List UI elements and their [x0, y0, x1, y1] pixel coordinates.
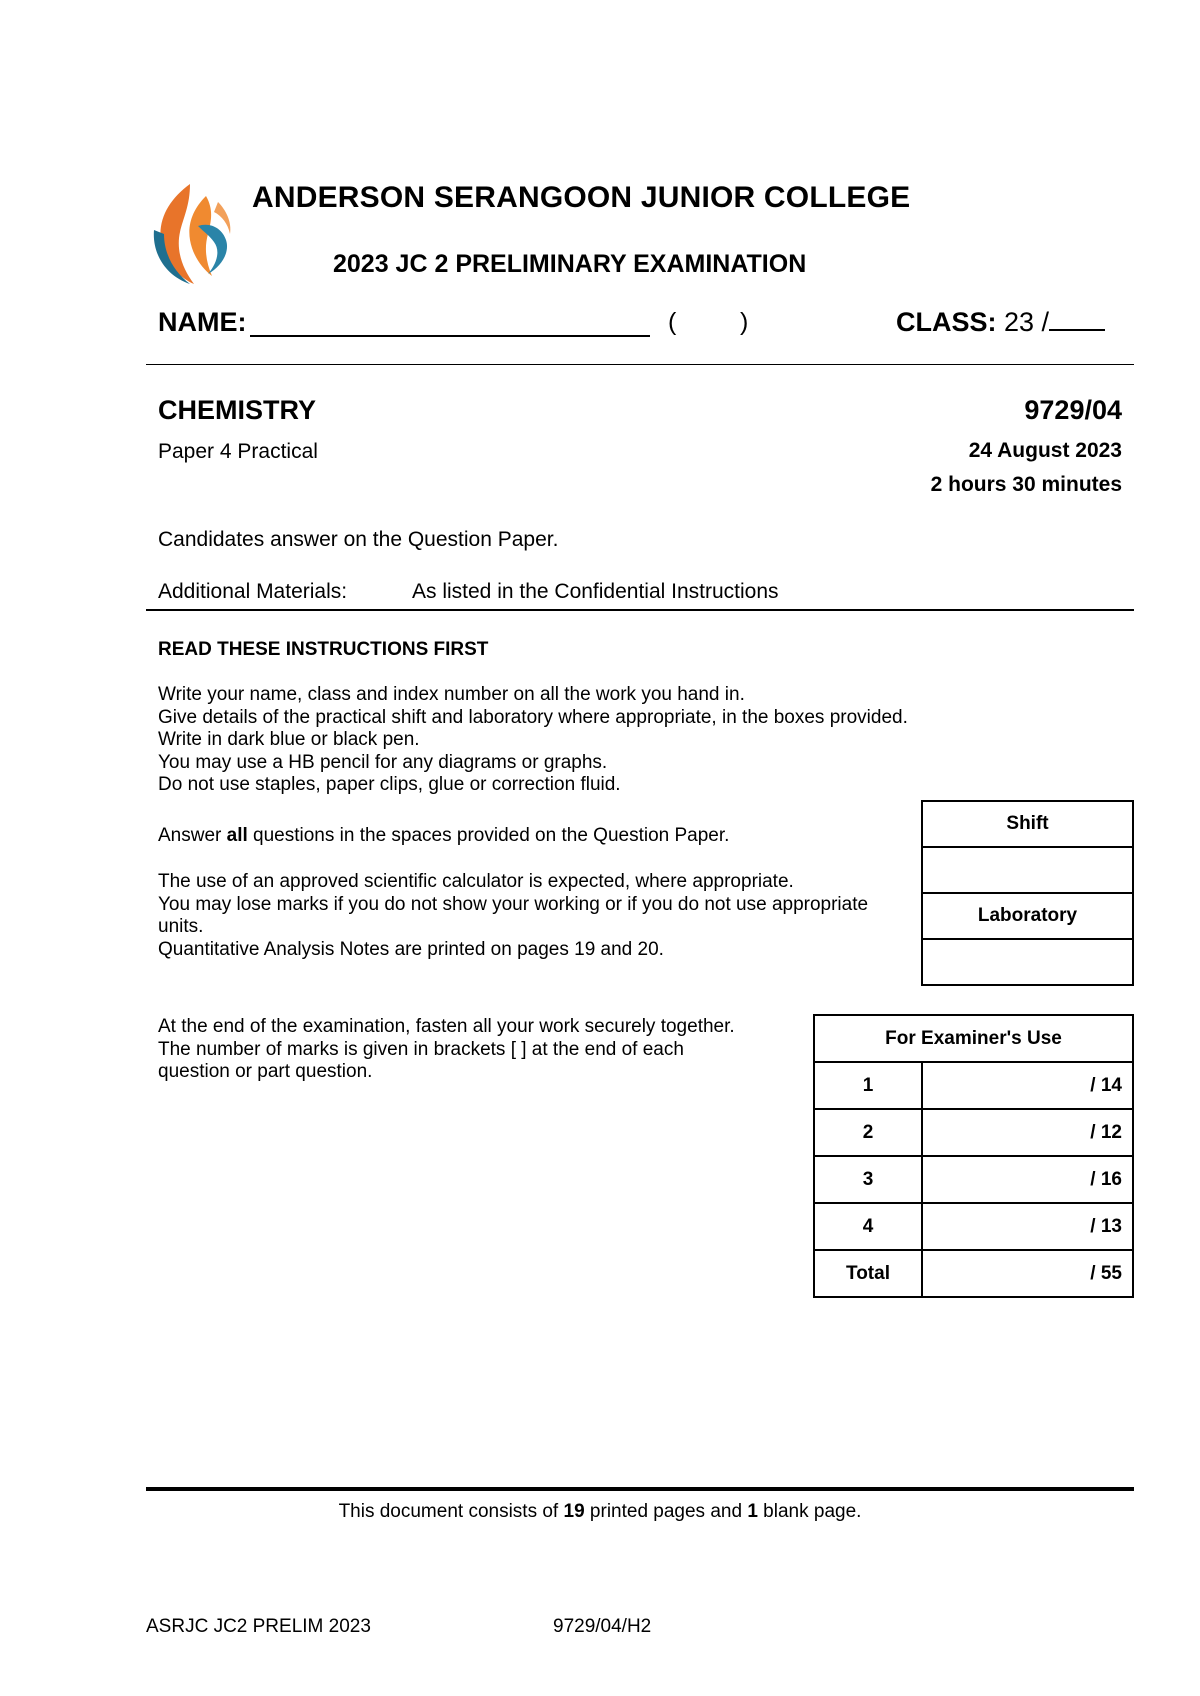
additional-materials-value: As listed in the Confidential Instructions — [412, 580, 779, 603]
table-row — [814, 1156, 1133, 1203]
table-row — [814, 1203, 1133, 1250]
name-field[interactable] — [250, 335, 650, 337]
instruction-line: You may use a HB pencil for any diagrams or graphs. — [158, 751, 608, 773]
examiner-use-table — [813, 1014, 1134, 1298]
instruction-line: question or part question. — [158, 1061, 373, 1082]
shift-laboratory-box — [921, 800, 1134, 986]
instruction-line: The number of marks is given in brackets [ ] at the end of each — [158, 1038, 684, 1060]
instruction-answer-prefix: Answer — [158, 825, 227, 846]
laboratory-input[interactable] — [922, 939, 1133, 985]
exam-duration: 2 hours 30 minutes — [930, 473, 1122, 496]
instruction-answer-suffix: questions in the spaces provided on the Question Paper. — [247, 825, 730, 846]
marks-cell: / 14 — [922, 1062, 1133, 1109]
doc-info-prefix: This document consists of — [338, 1501, 564, 1522]
paper-code: 9729/04 — [1024, 395, 1122, 425]
instruction-line: Give details of the practical shift and laboratory where appropriate, in the boxes provided. — [158, 706, 908, 728]
class-prefix: 23 / — [1004, 307, 1050, 337]
exam-date: 24 August 2023 — [968, 439, 1122, 462]
total-label: Total — [814, 1250, 922, 1297]
divider-instructions — [146, 609, 1134, 611]
instruction-line: Write in dark blue or black pen. — [158, 729, 420, 750]
class-field[interactable] — [1049, 307, 1105, 331]
laboratory-label: Laboratory — [922, 893, 1133, 939]
doc-info-middle: printed pages and — [584, 1501, 748, 1522]
instructions-group-1 — [158, 684, 908, 797]
marks-cell: / 12 — [922, 1109, 1133, 1156]
question-number: 2 — [814, 1109, 922, 1156]
marks-cell: / 13 — [922, 1203, 1133, 1250]
table-row — [814, 1062, 1133, 1109]
instruction-line: Quantitative Analysis Notes are printed on pages 19 and 20. — [158, 938, 664, 960]
shift-input[interactable] — [922, 847, 1133, 893]
class-label: CLASS: — [896, 307, 997, 337]
question-number: 3 — [814, 1156, 922, 1203]
examiner-table-header: For Examiner's Use — [814, 1015, 1133, 1062]
divider-top — [146, 364, 1134, 365]
instruction-line: Do not use staples, paper clips, glue or correction fluid. — [158, 774, 621, 795]
footer-code: 9729/04/H2 — [553, 1616, 652, 1637]
answer-note: Candidates answer on the Question Paper. — [158, 528, 559, 551]
paper-title: Paper 4 Practical — [158, 440, 318, 463]
instructions-heading: READ THESE INSTRUCTIONS FIRST — [158, 639, 489, 660]
exam-title: 2023 JC 2 PRELIMINARY EXAMINATION — [333, 250, 807, 278]
instruction-line: You may lose marks if you do not show your working or if you do not use appropriate — [158, 893, 869, 915]
divider-bottom — [146, 1487, 1134, 1491]
question-number: 4 — [814, 1203, 922, 1250]
table-row — [814, 1109, 1133, 1156]
shift-label: Shift — [922, 801, 1133, 847]
college-name: ANDERSON SERANGOON JUNIOR COLLEGE — [252, 181, 911, 214]
college-logo-icon — [150, 182, 236, 286]
index-open-paren: ( — [668, 308, 677, 336]
name-label: NAME: — [158, 307, 247, 337]
instruction-answer-all — [158, 825, 729, 848]
instruction-line: At the end of the examination, fasten all your work securely together. — [158, 1016, 735, 1037]
table-row — [814, 1250, 1133, 1297]
blank-pages-count: 1 — [747, 1501, 758, 1522]
printed-pages-count: 19 — [563, 1501, 585, 1522]
instructions-group-3 — [158, 1016, 735, 1084]
instruction-answer-bold: all — [226, 825, 248, 846]
subject-title: CHEMISTRY — [158, 395, 317, 425]
index-close-paren: ) — [740, 308, 749, 336]
doc-info-suffix: blank page. — [757, 1501, 862, 1522]
instruction-line: Write your name, class and index number on all the work you hand in. — [158, 684, 745, 705]
document-page-info — [0, 1501, 1200, 1523]
question-number: 1 — [814, 1062, 922, 1109]
instructions-group-2 — [158, 871, 868, 961]
marks-cell: / 16 — [922, 1156, 1133, 1203]
additional-materials-label: Additional Materials: — [158, 580, 348, 603]
class-field-group — [896, 307, 1105, 338]
instruction-line: The use of an approved scientific calculator is expected, where appropriate. — [158, 871, 794, 892]
total-marks-cell: / 55 — [922, 1250, 1133, 1297]
footer-left: ASRJC JC2 PRELIM 2023 — [146, 1616, 371, 1637]
instruction-line: units. — [158, 916, 204, 937]
